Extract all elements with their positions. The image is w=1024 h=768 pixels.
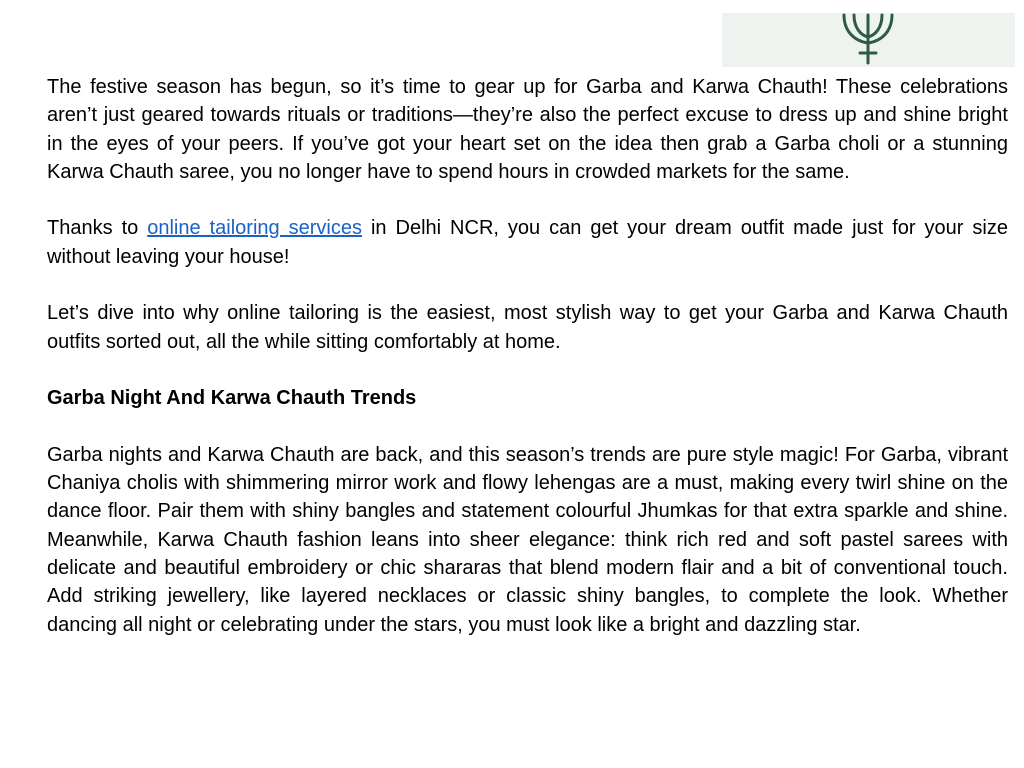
article-body	[47, 73, 1008, 667]
trident-logo-icon	[838, 13, 898, 67]
tailoring-text-before: Thanks to	[47, 217, 148, 240]
section-heading: Garba Night And Karwa Chauth Trends	[47, 387, 417, 410]
brand-logo	[722, 13, 1015, 67]
tailoring-text-after: in Delhi NCR, you can get your dream outfit made just for your size without leaving your house!	[47, 217, 1008, 268]
dive-paragraph: Let’s dive into why online tailoring is the easiest, most stylish way to get your Garba and Karwa Chauth outfits sorted out, all the while sitting comfortably at home.	[47, 302, 1008, 353]
online-tailoring-link[interactable]: online tailoring services	[147, 217, 362, 240]
tailoring-paragraph	[47, 214, 1008, 271]
intro-paragraph: The festive season has begun, so it’s time to gear up for Garba and Karwa Chauth! These celebrations aren’t just geared towards rituals or traditions—they’re also the perfect excuse to dress up and shine bright in the eyes of your peers. If you’ve got your heart set on the idea then grab a Garba choli or a stunning Karwa Chauth saree, you no longer have to spend hours in crowded markets for the same.	[47, 76, 1008, 183]
trends-paragraph: Garba nights and Karwa Chauth are back, and this season’s trends are pure style magic! For Garba, vibrant Chaniya cholis with shimmering mirror work and flowy lehengas are a must, making every twirl shine on the dance floor. Pair them with shiny bangles and statement colourful Jhumkas for that extra sparkle and shine. Meanwhile, Karwa Chauth fashion leans into sheer elegance: think rich red and soft pastel sarees with delicate and beautiful embroidery or chic shararas that blend modern flair and a bit of conventional touch. Add striking jewellery, like layered necklaces or classic shiny bangles, to complete the look. Whether dancing all night or celebrating under the stars, you must look like a bright and dazzling star.	[47, 443, 1008, 636]
